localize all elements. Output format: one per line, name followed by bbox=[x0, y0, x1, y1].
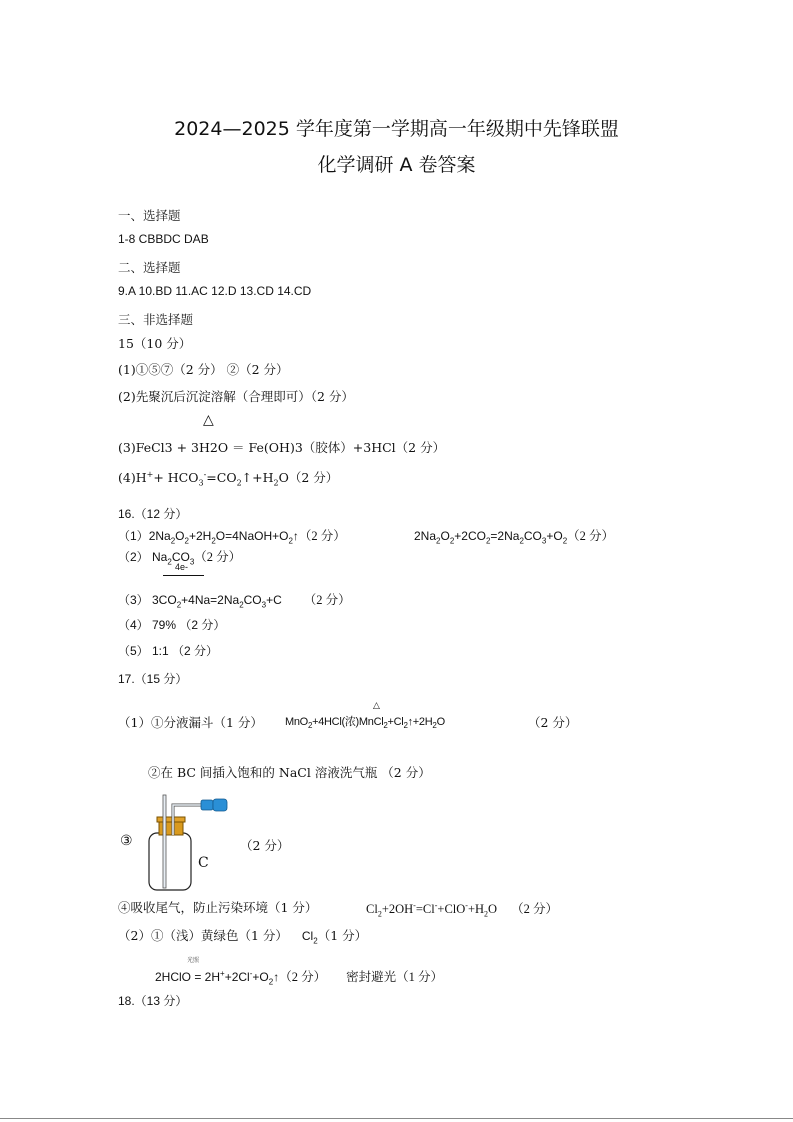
section-2-heading: 二、选择题 bbox=[118, 260, 181, 275]
q17-part3-number: ③ bbox=[120, 833, 133, 849]
q17-heading: 17.（15 分） bbox=[118, 672, 188, 686]
q18-heading: 18.（13 分） bbox=[118, 994, 188, 1008]
light-condition-label: 光照 bbox=[187, 957, 200, 964]
bottle-label: C bbox=[198, 855, 209, 871]
q17-part2: ②在 BC 间插入饱和的 NaCl 溶液洗气瓶 （2 分） bbox=[148, 765, 431, 780]
q15-part2: (2)先聚沉后沉淀溶解（合理即可）（2 分） bbox=[118, 389, 354, 404]
q16-part1: $(1)2Na_2O_2+2H_2O=4NaOH+O_2↑(2$ 分） bbox=[118, 529, 346, 546]
electron-transfer-label: 4e- bbox=[175, 562, 189, 572]
q15-heat-symbol: △ bbox=[203, 412, 214, 428]
page-subtitle: 化学调研 A 卷答案 bbox=[317, 154, 476, 176]
gas-washing-bottle-diagram bbox=[145, 793, 230, 893]
q16-heading: 16.（12 分） bbox=[118, 507, 188, 521]
q17-part3-points: （2 分） bbox=[240, 838, 290, 853]
q16-part1-eq2: $2Na_2O_2+2CO_2=2Na_2CO_3+O_2(2$ 分） bbox=[414, 529, 615, 546]
q16-part3: （3） $3CO_2+4Na=2Na_2CO_3+C$ （2 分） bbox=[118, 593, 351, 610]
q15-part1: (1)①⑤⑦（2 分） ②（2 分） bbox=[118, 362, 289, 377]
q17-part5: （2）①（浅）黄绿色（1 分） $Cl_2(1$ 分） bbox=[118, 928, 368, 946]
q17-heat-symbol: △ bbox=[373, 700, 380, 710]
q17-part6: 2HClO = $2H^++2Cl^-+O_2↑(2$ 分） 密封避光（1 分） bbox=[155, 969, 443, 987]
q15-part4: $(4)H^++ HCO_3^-=CO_2↑+H_2O(2$ 分） bbox=[118, 469, 339, 488]
section-1-answers: 1-8 CBBDC DAB bbox=[118, 232, 209, 246]
q17-equation-2: $Cl_2+2OH^-=Cl^-+ClO^-+H_2O$ （2 分） bbox=[366, 900, 558, 919]
section-2-answers: 9.A 10.BD 11.AC 12.D 13.CD 14.CD bbox=[118, 284, 312, 298]
q15-heading: 15（10 分） bbox=[118, 336, 192, 351]
section-1-heading: 一、选择题 bbox=[118, 208, 181, 223]
q17-part4: ④吸收尾气，防止污染环境（1 分） bbox=[118, 900, 318, 915]
q16-part4: （4） 79% （2 分） bbox=[118, 618, 226, 632]
q17-equation-1: MnO$_2$+4HCl(浓)$MnCl_2+Cl_2↑+2H_2O$ bbox=[285, 716, 445, 731]
q17-part1-points: （2 分） bbox=[528, 715, 578, 730]
page-bottom-rule bbox=[0, 1118, 793, 1119]
q15-part3: (3)FeCl3 + 3H2O ＝ Fe(OH)3（胶体）+3HCl（2 分） bbox=[118, 440, 446, 455]
section-3-heading: 三、非选择题 bbox=[118, 312, 194, 327]
electron-transfer-line bbox=[163, 575, 204, 576]
q16-part5: （5） 1:1 （2 分） bbox=[118, 644, 219, 658]
q16-part2: （2） $Na_2CO_3(2$ 分） bbox=[118, 550, 242, 567]
page-title: 2024—2025 学年度第一学期高一年级期中先锋联盟 bbox=[174, 118, 619, 140]
q17-part1: （1）①分液漏斗（1 分） bbox=[118, 715, 263, 730]
